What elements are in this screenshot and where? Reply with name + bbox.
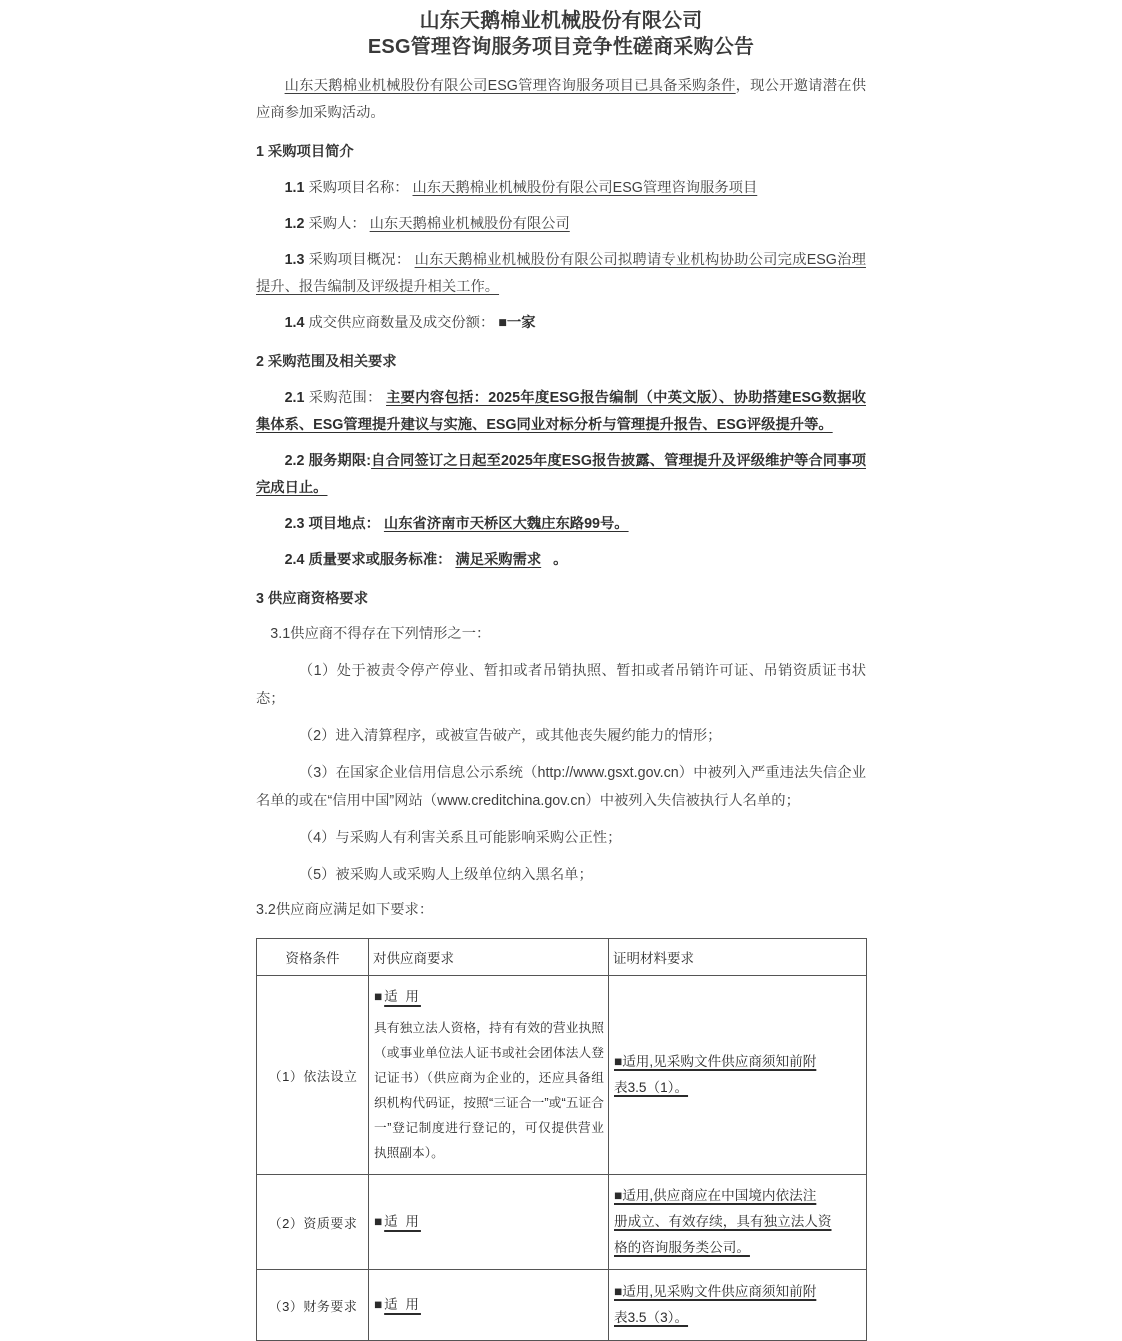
item-1-3 xyxy=(256,247,866,301)
row-1-condition: （1）依法设立 xyxy=(257,976,369,1175)
page-title xyxy=(256,8,866,60)
item-1-4-label: 成交供应商数量及成交份额： xyxy=(308,315,495,331)
item-2-4-value: 满足采购需求 xyxy=(455,552,542,568)
item-2-4-suffix: 。 xyxy=(553,552,568,568)
table-row xyxy=(257,1270,867,1341)
item-2-1 xyxy=(256,385,866,439)
item-1-4-number: 1.4 xyxy=(284,315,305,331)
intro-underlined-text: 山东天鹅棉业机械股份有限公司ESG管理咨询服务项目已具备采购条件 xyxy=(284,78,736,94)
table-header-condition: 资格条件 xyxy=(257,939,369,976)
row-1-proof xyxy=(609,976,867,1175)
row-3-applies xyxy=(374,1297,421,1312)
qualification-table xyxy=(256,938,867,1341)
condition-item-3: （3）在国家企业信用信息公示系统（http://www.gsxt.gov.cn）中被列入严重违法失信企业名单的或在“信用中国”网站（www.creditchina.gov.cn）中被列入失信被执行人名单的； xyxy=(256,765,866,809)
item-2-2-value: 自合同签订之日起至2025年度ESG报告披露、管理提升及评级维护等合同事项完成日止。 xyxy=(256,453,867,496)
row-3-proof-line-2-text: 表3.5（3）。 xyxy=(614,1310,689,1325)
section-2-heading: 2 采购范围及相关要求 xyxy=(256,354,397,370)
item-1-3-label: 采购项目概况： xyxy=(308,252,411,268)
condition-item-4: （4）与采购人有利害关系且可能影响采购公正性； xyxy=(298,830,622,846)
item-2-4-label: 质量要求或服务标准： xyxy=(308,552,452,568)
item-2-2 xyxy=(256,448,866,502)
item-1-1-number: 1.1 xyxy=(284,180,305,196)
title-line-2: ESG管理咨询服务项目竞争性磋商采购公告 xyxy=(367,36,755,58)
item-2-4-number: 2.4 xyxy=(284,552,305,568)
item-3-2-intro: 3.2供应商应满足如下要求： xyxy=(256,902,434,918)
item-1-2-number: 1.2 xyxy=(284,216,305,232)
condition-item-1: （1）处于被责令停产停业、暂扣或者吊销执照、暂扣或者吊销许可证、吊销资质证书状态； xyxy=(256,663,866,707)
item-1-3-value: 山东天鹅棉业机械股份有限公司拟聘请专业机构协助公司完成ESG治理提升、报告编制及评级提升相关工作。 xyxy=(256,252,866,295)
item-1-2 xyxy=(256,211,866,238)
condition-item-2: （2）进入清算程序，或被宣告破产，或其他丧失履约能力的情形； xyxy=(298,728,722,744)
condition-item-5: （5）被采购人或采购人上级单位纳入黑名单； xyxy=(298,867,593,883)
item-1-2-label: 采购人： xyxy=(308,216,366,232)
intro-rest-text: ，现公开邀请潜在供应商参加采购活动。 xyxy=(256,78,866,121)
row-1-requirement xyxy=(369,976,609,1175)
row-2-proof-line-3-text: 格的咨询服务类公司。 xyxy=(614,1240,750,1255)
item-1-4 xyxy=(256,310,866,337)
row-2-applies-text: 适 用 xyxy=(384,1214,421,1229)
item-2-4 xyxy=(256,547,866,574)
checkbox-filled-icon: ■ xyxy=(374,989,385,1004)
qualification-table-wrapper xyxy=(256,938,866,1341)
row-3-proof-line-1: ■适用,见采购文件供应商须知前附 xyxy=(614,1284,817,1299)
item-1-4-value: ■一家 xyxy=(498,315,536,331)
item-2-2-label: 服务期限: xyxy=(308,453,372,469)
item-1-2-value: 山东天鹅棉业机械股份有限公司 xyxy=(369,216,570,232)
table-header-proof: 证明材料要求 xyxy=(609,939,867,976)
item-2-1-label: 采购范围： xyxy=(308,390,382,406)
item-2-3 xyxy=(256,511,866,538)
row-1-applies xyxy=(374,989,421,1004)
item-3-1-intro: 3.1供应商不得存在下列情形之一： xyxy=(270,626,491,642)
checkbox-filled-icon: ■ xyxy=(374,1214,385,1229)
row-1-requirement-body: 具有独立法人资格，持有有效的营业执照（或事业单位法人证书或社会团体法人登记证书）（供应商为企业的，还应具备组织机构代码证，按照“三证合一”或“五证合一”登记制度进行登记的，可仅提供营业执照副本）。 xyxy=(374,1021,604,1160)
checkbox-filled-icon: ■ xyxy=(374,1297,385,1312)
row-3-condition: （3）财务要求 xyxy=(257,1270,369,1341)
item-1-1-value: 山东天鹅棉业机械股份有限公司ESG管理咨询服务项目 xyxy=(412,180,758,196)
table-header-requirement: 对供应商要求 xyxy=(369,939,609,976)
item-1-1 xyxy=(256,175,866,202)
row-3-applies-text: 适 用 xyxy=(384,1297,421,1312)
row-1-proof-line-2 xyxy=(614,1075,862,1101)
row-2-proof-line-3 xyxy=(614,1235,862,1261)
item-2-1-number: 2.1 xyxy=(284,390,305,406)
item-2-2-number: 2.2 xyxy=(284,453,305,469)
row-3-requirement xyxy=(369,1270,609,1341)
item-2-3-number: 2.3 xyxy=(284,516,305,532)
row-3-proof xyxy=(609,1270,867,1341)
section-1-heading: 1 采购项目简介 xyxy=(256,144,354,160)
row-2-condition: （2）资质要求 xyxy=(257,1175,369,1270)
row-2-proof-line-1: ■适用,供应商应在中国境内依法注 xyxy=(614,1188,817,1203)
row-3-proof-line-2 xyxy=(614,1305,862,1331)
item-1-1-label: 采购项目名称： xyxy=(308,180,409,196)
table-row xyxy=(257,1175,867,1270)
item-2-3-label: 项目地点： xyxy=(308,516,380,532)
item-2-3-value: 山东省济南市天桥区大魏庄东路99号。 xyxy=(383,516,629,532)
row-2-applies xyxy=(374,1214,421,1229)
title-line-1: 山东天鹅棉业机械股份有限公司 xyxy=(419,10,703,32)
item-1-3-number: 1.3 xyxy=(284,252,305,268)
section-3-heading: 3 供应商资格要求 xyxy=(256,591,369,607)
table-row xyxy=(257,976,867,1175)
intro-paragraph xyxy=(256,73,866,127)
item-2-1-value: 主要内容包括：2025年度ESG报告编制（中英文版）、协助搭建ESG数据收集体系、ESG管理提升建议与实施、ESG同业对标分析与管理提升报告、ESG评级提升等。 xyxy=(256,390,866,433)
row-1-applies-text: 适 用 xyxy=(384,989,421,1004)
row-2-requirement xyxy=(369,1175,609,1270)
row-1-proof-line-2-text: 表3.5（1）。 xyxy=(614,1080,689,1095)
row-1-proof-line-1: ■适用,见采购文件供应商须知前附 xyxy=(614,1054,817,1069)
table-header-row xyxy=(257,939,867,976)
row-2-proof xyxy=(609,1175,867,1270)
row-2-proof-line-2: 册成立、有效存续，具有独立法人资 xyxy=(614,1214,832,1229)
